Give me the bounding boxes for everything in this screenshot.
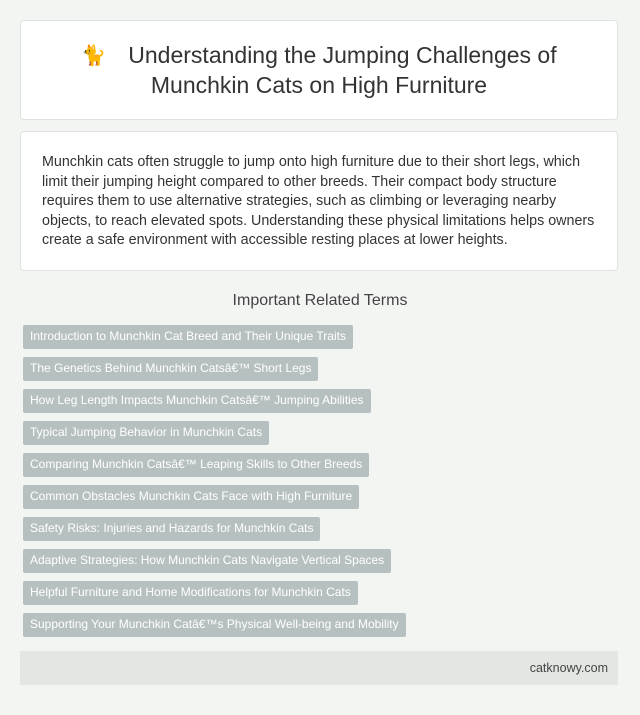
page-title-text: Understanding the Jumping Challenges of Munchkin Cats on High Furniture [128,41,557,98]
title-card [20,20,618,120]
related-term-link[interactable]: The Genetics Behind Munchkin Catsâ€™ Short Legs [23,357,318,381]
summary-card [20,131,618,271]
related-term-link[interactable]: Common Obstacles Munchkin Cats Face with High Furniture [23,485,359,509]
footer-site-link[interactable]: catknowy.com [529,661,608,675]
related-term-link[interactable]: Safety Risks: Injuries and Hazards for Munchkin Cats [23,517,320,541]
related-term-link[interactable]: Introduction to Munchkin Cat Breed and Their Unique Traits [23,325,353,349]
page-title [59,41,579,100]
related-term-link[interactable]: Typical Jumping Behavior in Munchkin Cats [23,421,269,445]
related-term-link[interactable]: Helpful Furniture and Home Modifications for Munchkin Cats [23,581,358,605]
summary-paragraph: Munchkin cats often struggle to jump onto high furniture due to their short legs, which limit their jumping height compared to other breeds. Their compact body structure requires them to use alternative strategies, such as climbing or leveraging nearby objects, to reach elevated spots. Understanding these physical limitations helps owners create a safe environment with accessible resting places at lower heights. [42,154,595,248]
related-term-link[interactable]: Adaptive Strategies: How Munchkin Cats Navigate Vertical Spaces [23,549,391,573]
related-term-link[interactable]: How Leg Length Impacts Munchkin Catsâ€™ Jumping Abilities [23,389,371,413]
cat-emoji-icon: 🐈 [81,44,107,67]
related-term-link[interactable]: Comparing Munchkin Catsâ€™ Leaping Skills to Other Breeds [23,453,369,477]
footer-bar [20,651,618,685]
related-terms-heading: Important Related Terms [232,292,408,309]
related-term-link[interactable]: Supporting Your Munchkin Catâ€™s Physical Well-being and Mobility [23,613,406,637]
related-terms-list [23,325,623,645]
